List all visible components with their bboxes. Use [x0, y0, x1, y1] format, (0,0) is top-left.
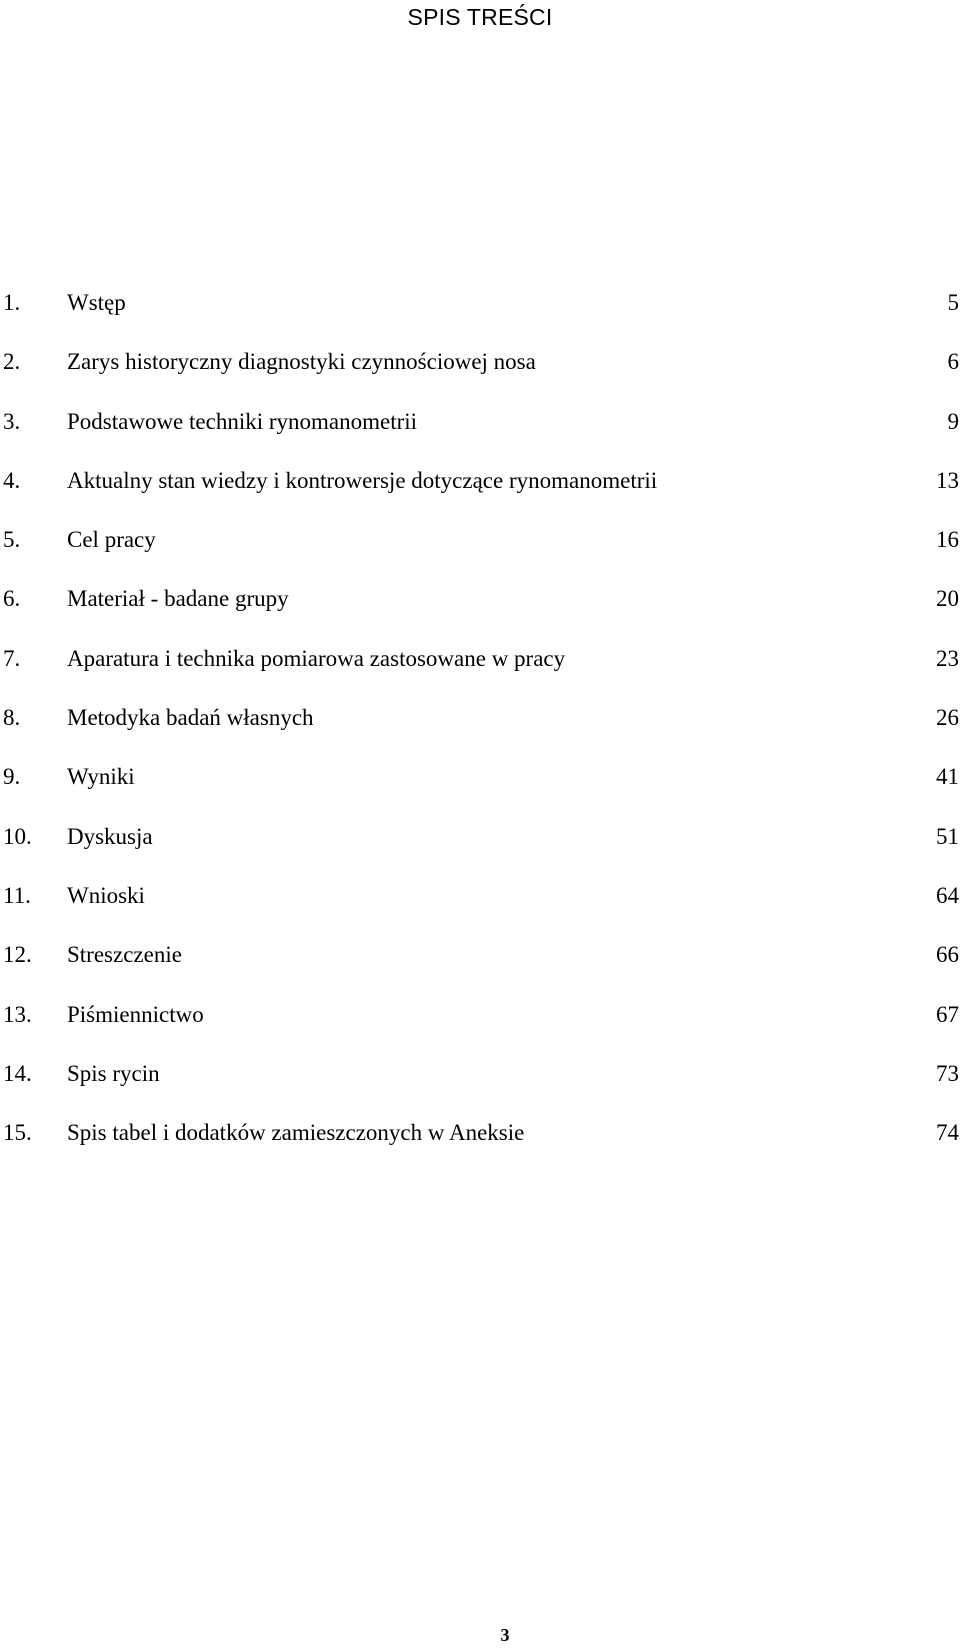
- toc-entry-number: 2.: [3, 349, 21, 375]
- toc-entry-title: Piśmiennictwo: [67, 1001, 204, 1027]
- toc-entry: [0, 584, 960, 643]
- page-number: 3: [500, 1625, 510, 1645]
- toc-entry: [0, 762, 960, 821]
- toc-entry-number: 12.: [3, 942, 32, 968]
- toc-entry-page: 6: [947, 349, 959, 375]
- toc-entry: [0, 407, 960, 466]
- toc-entry-number: 6.: [3, 586, 21, 612]
- toc-entry-page: 16: [936, 527, 959, 553]
- toc-entry-page: 20: [936, 586, 959, 612]
- toc-entry-number: 14.: [3, 1060, 32, 1086]
- toc-entry: [0, 1059, 960, 1118]
- toc-entry-title: Podstawowe techniki rynomanometrii: [67, 408, 418, 434]
- page-title: SPIS TREŚCI: [407, 4, 553, 30]
- table-of-contents: [0, 288, 960, 1177]
- toc-entry: [0, 288, 960, 347]
- toc-entry: [0, 1118, 960, 1177]
- toc-entry-number: 11.: [3, 882, 31, 908]
- toc-entry-number: 9.: [3, 764, 21, 790]
- toc-entry-page: 66: [936, 942, 959, 968]
- toc-entry-title: Spis rycin: [67, 1060, 160, 1086]
- toc-entry: [0, 822, 960, 881]
- toc-entry-page: 51: [936, 823, 959, 849]
- toc-entry: [0, 347, 960, 406]
- toc-entry-title: Dyskusja: [67, 823, 153, 849]
- toc-entry-title: Wyniki: [67, 764, 135, 790]
- toc-entry: [0, 1000, 960, 1059]
- toc-entry: [0, 703, 960, 762]
- toc-entry-title: Aktualny stan wiedzy i kontrowersje dotyczące rynomanometrii: [67, 467, 658, 493]
- toc-entry-number: 1.: [3, 290, 21, 315]
- toc-entry-title: Spis tabel i dodatków zamieszczonych w Aneksie: [67, 1120, 525, 1146]
- toc-entry-number: 5.: [3, 527, 21, 553]
- toc-entry-title: Zarys historyczny diagnostyki czynnościowej nosa: [67, 349, 536, 375]
- toc-entry-number: 15.: [3, 1120, 32, 1146]
- toc-entry-number: 7.: [3, 645, 21, 671]
- toc-entry-page: 41: [936, 764, 959, 790]
- toc-entry-page: 64: [936, 882, 959, 908]
- toc-entry-page: 5: [947, 290, 959, 315]
- toc-entry-page: 74: [936, 1120, 959, 1146]
- toc-entry-title: Wnioski: [67, 882, 145, 908]
- toc-entry-number: 10.: [3, 823, 32, 849]
- toc-entry: [0, 525, 960, 584]
- toc-entry-title: Cel pracy: [67, 527, 156, 553]
- toc-entry-page: 73: [936, 1060, 959, 1086]
- toc-entry-number: 8.: [3, 705, 21, 731]
- toc-entry: [0, 644, 960, 703]
- toc-entry-title: Streszczenie: [67, 942, 182, 968]
- toc-entry-title: Metodyka badań własnych: [67, 705, 314, 731]
- toc-entry-page: 9: [947, 408, 959, 434]
- toc-entry-title: Wstęp: [67, 290, 126, 315]
- toc-entry-page: 13: [936, 467, 959, 493]
- toc-entry: [0, 466, 960, 525]
- toc-entry: [0, 940, 960, 999]
- toc-entry-page: 23: [936, 645, 959, 671]
- toc-entry-number: 4.: [3, 467, 21, 493]
- toc-entry-page: 67: [936, 1001, 959, 1027]
- toc-entry-number: 13.: [3, 1001, 32, 1027]
- toc-entry-title: Materiał - badane grupy: [67, 586, 289, 612]
- toc-entry: [0, 881, 960, 940]
- toc-entry-title: Aparatura i technika pomiarowa zastosowane w pracy: [67, 645, 566, 671]
- toc-entry-page: 26: [936, 705, 959, 731]
- toc-entry-number: 3.: [3, 408, 21, 434]
